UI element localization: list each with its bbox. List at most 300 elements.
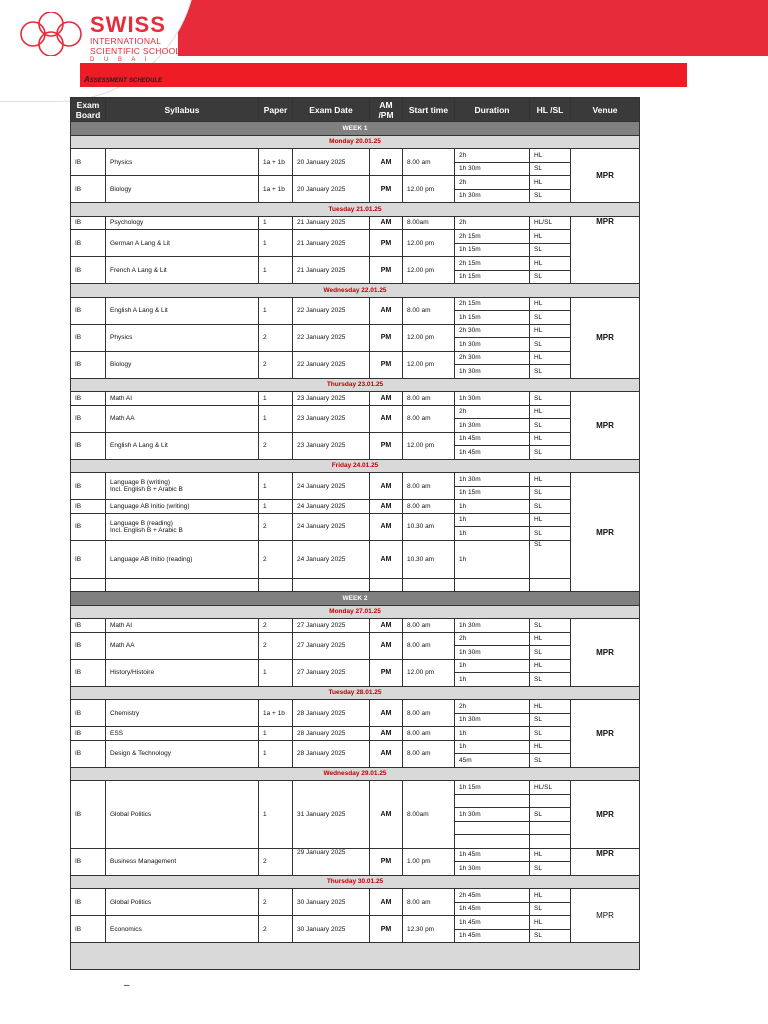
header-row — [71, 98, 640, 122]
level-cell: HL — [530, 740, 571, 754]
venue-cell: MPR — [571, 700, 640, 768]
table-row — [71, 230, 640, 244]
empty-cell — [370, 578, 403, 592]
start-time-cell: 8.00 am — [403, 619, 455, 633]
ampm-cell: AM — [370, 740, 403, 767]
ampm-cell: AM — [370, 700, 403, 727]
paper-cell: 1 — [259, 257, 293, 284]
ampm-cell: PM — [370, 848, 403, 875]
start-time-cell: 12.30 pm — [403, 916, 455, 943]
day-label: Monday 27.01.25 — [71, 605, 640, 619]
empty-cell — [71, 578, 106, 592]
footer-cell — [71, 943, 640, 970]
level-cell: HL — [530, 632, 571, 646]
venue-cell: MPR — [571, 848, 640, 875]
paper-cell: 1 — [259, 727, 293, 741]
level-cell: HL — [530, 297, 571, 311]
level-cell: SL — [530, 527, 571, 541]
week-row — [71, 592, 640, 606]
duration-cell: 1h 30m — [455, 392, 530, 406]
level-cell: HL — [530, 257, 571, 271]
level-cell: HL — [530, 405, 571, 419]
duration-cell: 1h — [455, 673, 530, 687]
ampm-cell: AM — [370, 500, 403, 514]
school-logo-text — [90, 14, 181, 63]
table-footer-row — [71, 943, 640, 970]
ampm-cell: AM — [370, 216, 403, 230]
level-cell: SL — [530, 270, 571, 284]
exam-board-cell: IB — [71, 473, 106, 500]
level-cell: SL — [530, 311, 571, 325]
paper-cell: 2 — [259, 351, 293, 378]
syllabus-cell: Business Management — [106, 848, 259, 875]
exam-board-cell: IB — [71, 540, 106, 578]
ampm-cell: AM — [370, 889, 403, 916]
exam-date-cell: 31 January 2025 — [293, 781, 370, 849]
duration-cell: 2h — [455, 405, 530, 419]
level-cell: HL — [530, 659, 571, 673]
table-row — [71, 727, 640, 741]
level-cell: SL — [530, 929, 571, 943]
syllabus-cell: Math AI — [106, 392, 259, 406]
table-row — [71, 781, 640, 795]
start-time-cell: 1.00 pm — [403, 848, 455, 875]
syllabus-cell: Biology — [106, 351, 259, 378]
exam-board-cell: IB — [71, 632, 106, 659]
venue-cell: MPR — [571, 216, 640, 284]
start-time-cell: 8.00 am — [403, 149, 455, 176]
syllabus-cell: Psychology — [106, 216, 259, 230]
header-red-band — [178, 0, 768, 56]
table-row — [71, 619, 640, 633]
exam-date-cell: 23 January 2025 — [293, 405, 370, 432]
duration-cell: 2h — [455, 216, 530, 230]
duration-cell: 1h 30m — [455, 338, 530, 352]
day-row — [71, 284, 640, 298]
table-row — [71, 176, 640, 190]
exam-date-cell: 21 January 2025 — [293, 216, 370, 230]
duration-cell: 2h — [455, 149, 530, 163]
ampm-cell: PM — [370, 351, 403, 378]
logo-line-4: D U B A I — [90, 57, 151, 63]
ampm-cell: PM — [370, 916, 403, 943]
duration-cell: 1h 30m — [455, 365, 530, 379]
level-cell: HL — [530, 149, 571, 163]
syllabus-cell: English A Lang & Lit — [106, 432, 259, 459]
start-time-cell: 8.00 am — [403, 740, 455, 767]
ampm-cell: AM — [370, 781, 403, 849]
duration-cell: 2h 45m — [455, 889, 530, 903]
syllabus-line: Language B (reading) — [110, 519, 173, 527]
paper-cell: 2 — [259, 324, 293, 351]
level-cell: SL — [530, 619, 571, 633]
paper-cell: 1a + 1b — [259, 700, 293, 727]
exam-board-cell: IB — [71, 889, 106, 916]
venue-cell: MPR — [571, 297, 640, 378]
table-row — [71, 848, 640, 862]
exam-board-cell: IB — [71, 297, 106, 324]
day-row — [71, 875, 640, 889]
day-label: Thursday 30.01.25 — [71, 875, 640, 889]
paper-cell: 1 — [259, 473, 293, 500]
duration-cell: 2h — [455, 176, 530, 190]
exam-board-cell: IB — [71, 727, 106, 741]
start-time-cell: 12.00 pm — [403, 176, 455, 203]
duration-cell: 1h 15m — [455, 486, 530, 500]
syllabus-cell: Physics — [106, 149, 259, 176]
level-cell — [530, 794, 571, 808]
syllabus-cell: Math AA — [106, 632, 259, 659]
syllabus-subline: Incl. English B + Arabic B — [110, 526, 183, 534]
col-start-time: Start time — [403, 98, 455, 122]
exam-date-cell: 27 January 2025 — [293, 659, 370, 686]
syllabus-cell: Global Politics — [106, 889, 259, 916]
level-cell: HL — [530, 324, 571, 338]
exam-board-cell: IB — [71, 405, 106, 432]
exam-board-cell: IB — [71, 916, 106, 943]
col-duration: Duration — [455, 98, 530, 122]
day-row — [71, 135, 640, 149]
ampm-cell: AM — [370, 297, 403, 324]
table-row — [71, 392, 640, 406]
table-row — [71, 432, 640, 446]
exam-date-cell: 22 January 2025 — [293, 297, 370, 324]
day-label: Wednesday 29.01.25 — [71, 767, 640, 781]
paper-cell: 1a + 1b — [259, 149, 293, 176]
exam-date-cell: 24 January 2025 — [293, 500, 370, 514]
day-label: Monday 20.01.25 — [71, 135, 640, 149]
venue-cell: MPR — [571, 889, 640, 943]
level-cell: SL — [530, 446, 571, 460]
table-row — [71, 257, 640, 271]
paper-cell: 1 — [259, 216, 293, 230]
level-cell: SL — [530, 500, 571, 514]
exam-board-cell: IB — [71, 500, 106, 514]
day-label: Friday 24.01.25 — [71, 459, 640, 473]
exam-board-cell: IB — [71, 230, 106, 257]
exam-date-cell: 30 January 2025 — [293, 916, 370, 943]
level-cell: SL — [530, 713, 571, 727]
level-cell: HL — [530, 473, 571, 487]
ampm-cell: AM — [370, 405, 403, 432]
day-label: Thursday 23.01.25 — [71, 378, 640, 392]
level-cell — [530, 835, 571, 849]
assessment-schedule-table — [70, 97, 640, 970]
paper-cell: 2 — [259, 540, 293, 578]
empty-cell — [403, 578, 455, 592]
table-row — [71, 632, 640, 646]
start-time-cell: 12.00 pm — [403, 351, 455, 378]
paper-cell: 1 — [259, 781, 293, 849]
duration-cell: 1h 30m — [455, 419, 530, 433]
level-cell: SL — [530, 727, 571, 741]
exam-board-cell: IB — [71, 740, 106, 767]
exam-date-cell: 20 January 2025 — [293, 176, 370, 203]
syllabus-cell: Language AB Initio (writing) — [106, 500, 259, 514]
week-label: WEEK 1 — [71, 122, 640, 136]
empty-cell — [455, 578, 530, 592]
duration-cell: 1h 30m — [455, 189, 530, 203]
start-time-cell: 8.00am — [403, 781, 455, 849]
exam-board-cell: IB — [71, 216, 106, 230]
start-time-cell: 12.00 pm — [403, 659, 455, 686]
syllabus-cell: Design & Technology — [106, 740, 259, 767]
duration-cell: 2h — [455, 632, 530, 646]
footer-dash: – — [124, 980, 130, 991]
exam-date-cell: 20 January 2025 — [293, 149, 370, 176]
exam-date-cell: 23 January 2025 — [293, 392, 370, 406]
venue-cell: MPR — [571, 781, 640, 849]
exam-date-cell: 28 January 2025 — [293, 700, 370, 727]
duration-cell: 1h 30m — [455, 619, 530, 633]
exam-board-cell: IB — [71, 257, 106, 284]
level-cell: HL — [530, 848, 571, 862]
exam-date-cell: 28 January 2025 — [293, 727, 370, 741]
paper-cell: 1a + 1b — [259, 176, 293, 203]
day-row — [71, 767, 640, 781]
syllabus-cell — [106, 473, 259, 500]
venue-cell: MPR — [571, 149, 640, 203]
ampm-cell: AM — [370, 619, 403, 633]
exam-board-cell: IB — [71, 700, 106, 727]
table-row — [71, 740, 640, 754]
exam-date-cell: 24 January 2025 — [293, 513, 370, 540]
school-logo-icon — [18, 12, 84, 56]
exam-board-cell: IB — [71, 619, 106, 633]
table-row — [71, 889, 640, 903]
exam-board-cell: IB — [71, 432, 106, 459]
day-row — [71, 605, 640, 619]
table-row — [71, 540, 640, 578]
level-cell: HL — [530, 916, 571, 930]
logo-line-3: SCIENTIFIC SCHOOL — [90, 45, 181, 56]
level-cell: SL — [530, 540, 571, 578]
duration-cell: 45m — [455, 754, 530, 768]
col-venue: Venue — [571, 98, 640, 122]
level-cell: HL — [530, 230, 571, 244]
paper-cell: 2 — [259, 916, 293, 943]
duration-cell — [455, 821, 530, 835]
syllabus-cell: Chemistry — [106, 700, 259, 727]
level-cell: HL/SL — [530, 781, 571, 795]
duration-cell: 2h 15m — [455, 257, 530, 271]
table-row — [71, 500, 640, 514]
table-row — [71, 297, 640, 311]
col-exam-date: Exam Date — [293, 98, 370, 122]
paper-cell: 1 — [259, 392, 293, 406]
start-time-cell: 8.00 am — [403, 392, 455, 406]
duration-cell: 1h — [455, 540, 530, 578]
start-time-cell: 8.00 am — [403, 700, 455, 727]
venue-cell: MPR — [571, 392, 640, 460]
exam-date-cell: 30 January 2025 — [293, 889, 370, 916]
level-cell: HL — [530, 432, 571, 446]
duration-cell: 1h 30m — [455, 162, 530, 176]
paper-cell: 1 — [259, 405, 293, 432]
start-time-cell: 12.00 pm — [403, 432, 455, 459]
duration-cell: 1h — [455, 727, 530, 741]
exam-board-cell: IB — [71, 781, 106, 849]
exam-date-cell: 27 January 2025 — [293, 619, 370, 633]
duration-cell: 2h 15m — [455, 297, 530, 311]
exam-date-cell: 21 January 2025 — [293, 230, 370, 257]
duration-cell: 1h 30m — [455, 862, 530, 876]
duration-cell: 1h 45m — [455, 916, 530, 930]
table-row — [71, 659, 640, 673]
logo-line-2: INTERNATIONAL — [90, 36, 162, 46]
duration-cell: 1h 15m — [455, 781, 530, 795]
ampm-cell: AM — [370, 513, 403, 540]
syllabus-cell: Math AI — [106, 619, 259, 633]
level-cell: SL — [530, 862, 571, 876]
syllabus-cell: Global Politics — [106, 781, 259, 849]
ampm-cell: PM — [370, 659, 403, 686]
duration-cell: 1h 45m — [455, 902, 530, 916]
table-row — [71, 513, 640, 527]
duration-cell: 1h 30m — [455, 646, 530, 660]
col-level: HL /SL — [530, 98, 571, 122]
paper-cell: 2 — [259, 432, 293, 459]
syllabus-cell: English A Lang & Lit — [106, 297, 259, 324]
day-row — [71, 686, 640, 700]
paper-cell: 2 — [259, 632, 293, 659]
syllabus-cell: History/Histoire — [106, 659, 259, 686]
exam-board-cell: IB — [71, 392, 106, 406]
col-ampm: AM /PM — [370, 98, 403, 122]
ampm-cell: AM — [370, 540, 403, 578]
exam-date-cell: 23 January 2025 — [293, 432, 370, 459]
empty-cell — [530, 578, 571, 592]
venue-cell: MPR — [571, 473, 640, 592]
table-row — [71, 473, 640, 487]
level-cell: SL — [530, 189, 571, 203]
duration-cell: 1h 45m — [455, 446, 530, 460]
duration-cell: 1h — [455, 513, 530, 527]
exam-board-cell: IB — [71, 176, 106, 203]
empty-cell — [293, 578, 370, 592]
syllabus-line: Language B (writing) — [110, 479, 170, 486]
exam-board-cell: IB — [71, 149, 106, 176]
paper-cell: 1 — [259, 297, 293, 324]
syllabus-cell: German A Lang & Lit — [106, 230, 259, 257]
venue-cell: MPR — [571, 619, 640, 687]
syllabus-cell: Biology — [106, 176, 259, 203]
ampm-cell: AM — [370, 149, 403, 176]
duration-cell: 1h 30m — [455, 713, 530, 727]
duration-cell: 1h 30m — [455, 473, 530, 487]
syllabus-cell: Economics — [106, 916, 259, 943]
level-cell: SL — [530, 754, 571, 768]
exam-date-cell: 24 January 2025 — [293, 473, 370, 500]
paper-cell: 1 — [259, 659, 293, 686]
start-time-cell: 10.30 am — [403, 513, 455, 540]
exam-board-cell: IB — [71, 324, 106, 351]
ampm-cell: PM — [370, 176, 403, 203]
start-time-cell: 12.00 pm — [403, 257, 455, 284]
level-cell: SL — [530, 392, 571, 406]
ampm-cell: AM — [370, 392, 403, 406]
level-cell: HL — [530, 176, 571, 190]
ampm-cell: PM — [370, 324, 403, 351]
week-row — [71, 122, 640, 136]
level-cell: SL — [530, 673, 571, 687]
paper-cell: 1 — [259, 230, 293, 257]
duration-cell: 1h 15m — [455, 270, 530, 284]
syllabus-cell — [106, 513, 259, 540]
table-row — [71, 700, 640, 714]
duration-cell: 2h 30m — [455, 324, 530, 338]
start-time-cell: 8.00 am — [403, 405, 455, 432]
ampm-cell: PM — [370, 257, 403, 284]
duration-cell: 1h — [455, 740, 530, 754]
duration-cell — [455, 794, 530, 808]
ampm-cell: PM — [370, 230, 403, 257]
exam-date-cell: 27 January 2025 — [293, 632, 370, 659]
syllabus-subline: Incl. English B + Arabic B — [110, 486, 183, 493]
paper-cell: 2 — [259, 848, 293, 875]
title-bar — [80, 63, 687, 87]
exam-date-cell: 28 January 2025 — [293, 740, 370, 767]
start-time-cell: 10.30 am — [403, 540, 455, 578]
empty-cell — [106, 578, 259, 592]
syllabus-cell: Language AB Initio (reading) — [106, 540, 259, 578]
paper-cell: 1 — [259, 740, 293, 767]
level-cell: HL — [530, 351, 571, 365]
day-row — [71, 203, 640, 217]
duration-cell: 1h 45m — [455, 848, 530, 862]
duration-cell: 1h 45m — [455, 929, 530, 943]
level-cell: SL — [530, 162, 571, 176]
col-syllabus: Syllabus — [106, 98, 259, 122]
start-time-cell: 8.00 am — [403, 500, 455, 514]
table-row — [71, 916, 640, 930]
start-time-cell: 12.00 pm — [403, 324, 455, 351]
day-label: Tuesday 28.01.25 — [71, 686, 640, 700]
start-time-cell: 8.00 am — [403, 889, 455, 916]
exam-board-cell: IB — [71, 351, 106, 378]
level-cell: SL — [530, 486, 571, 500]
exam-board-cell: IB — [71, 513, 106, 540]
level-cell: HL/SL — [530, 216, 571, 230]
col-exam-board: Exam Board — [71, 98, 106, 122]
level-cell: SL — [530, 365, 571, 379]
level-cell: HL — [530, 889, 571, 903]
empty-cell — [259, 578, 293, 592]
week-label: WEEK 2 — [71, 592, 640, 606]
exam-date-cell: 21 January 2025 — [293, 257, 370, 284]
paper-cell: 1 — [259, 500, 293, 514]
syllabus-cell: Physics — [106, 324, 259, 351]
paper-cell: 2 — [259, 513, 293, 540]
start-time-cell: 8.00 am — [403, 473, 455, 500]
ampm-cell: AM — [370, 727, 403, 741]
paper-cell: 2 — [259, 889, 293, 916]
ampm-cell: AM — [370, 473, 403, 500]
syllabus-cell: ESS — [106, 727, 259, 741]
exam-board-cell: IB — [71, 659, 106, 686]
day-row — [71, 459, 640, 473]
syllabus-cell: French A Lang & Lit — [106, 257, 259, 284]
day-label: Tuesday 21.01.25 — [71, 203, 640, 217]
duration-cell: 2h 30m — [455, 351, 530, 365]
exam-date-cell: 22 January 2025 — [293, 351, 370, 378]
table-row — [71, 216, 640, 230]
empty-row — [71, 578, 640, 592]
paper-cell: 2 — [259, 619, 293, 633]
start-time-cell: 8.00 am — [403, 297, 455, 324]
level-cell: SL — [530, 243, 571, 257]
duration-cell: 1h — [455, 527, 530, 541]
